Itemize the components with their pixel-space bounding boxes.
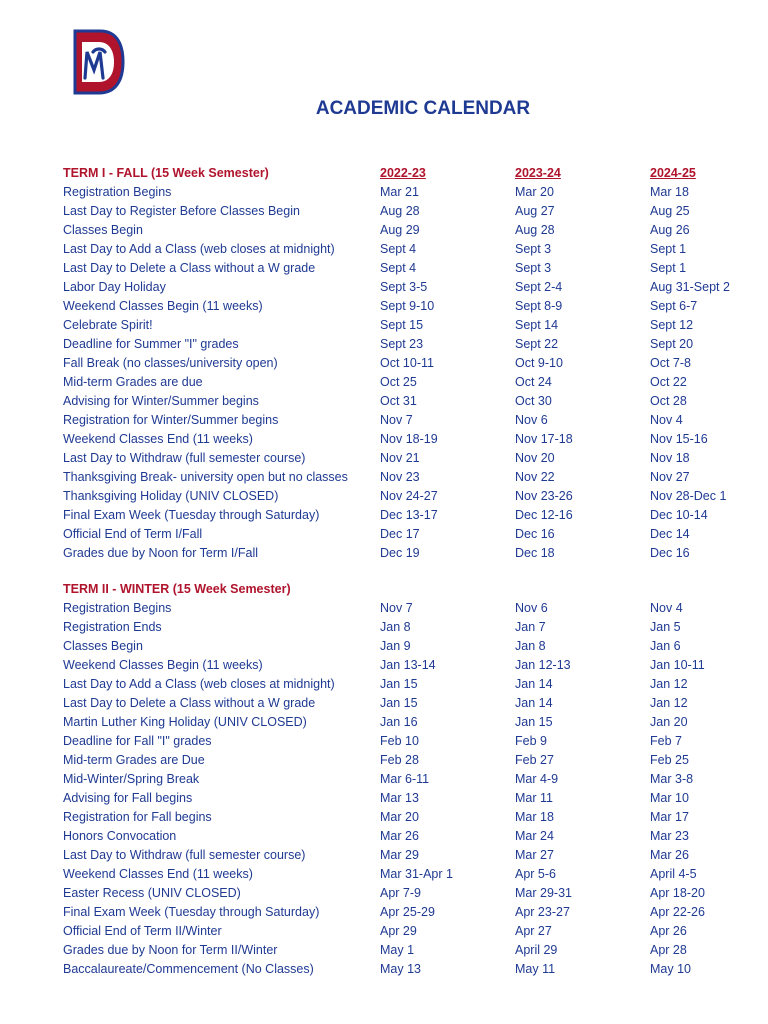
event-date: Jan 14: [515, 677, 553, 691]
event-name: Classes Begin: [63, 639, 143, 653]
event-date: Mar 17: [650, 810, 689, 824]
term-1-header-row: [0, 164, 768, 183]
event-name: Last Day to Add a Class (web closes at midnight): [63, 677, 335, 691]
event-date: Mar 20: [515, 185, 554, 199]
event-date: Aug 26: [650, 223, 690, 237]
event-name: Weekend Classes End (11 weeks): [63, 432, 253, 446]
event-name: Final Exam Week (Tuesday through Saturday): [63, 508, 320, 522]
event-date: Feb 10: [380, 734, 419, 748]
calendar-row: [0, 599, 768, 618]
event-date: May 1: [380, 943, 415, 957]
event-date: Oct 7-8: [650, 356, 691, 370]
year-header: 2023-24: [515, 166, 561, 180]
event-date: Sept 12: [650, 318, 694, 332]
event-date: Jan 9: [380, 639, 411, 653]
event-date: Nov 17-18: [515, 432, 573, 446]
event-date: Jan 5: [650, 620, 681, 634]
event-date: Sept 22: [515, 337, 559, 351]
event-date: Oct 31: [380, 394, 417, 408]
event-date: Sept 3-5: [380, 280, 428, 294]
event-date: Sept 6-7: [650, 299, 698, 313]
event-name: Mid-term Grades are due: [63, 375, 203, 389]
event-date: Jan 16: [380, 715, 418, 729]
event-date: Jan 6: [650, 639, 681, 653]
event-date: May 11: [515, 962, 556, 976]
event-date: Nov 15-16: [650, 432, 708, 446]
event-date: Mar 4-9: [515, 772, 559, 786]
event-date: Sept 1: [650, 261, 687, 275]
event-date: Mar 11: [515, 791, 553, 805]
event-name: Last Day to Delete a Class without a W grade: [63, 696, 316, 710]
event-name: Official End of Term I/Fall: [63, 527, 203, 541]
event-date: Mar 29-31: [515, 886, 572, 900]
calendar-row: [0, 846, 768, 865]
event-date: Jan 14: [515, 696, 553, 710]
term-1-heading: TERM I - FALL (15 Week Semester): [63, 166, 269, 180]
event-date: Nov 7: [380, 601, 413, 615]
event-date: Nov 18: [650, 451, 690, 465]
event-date: May 10: [650, 962, 691, 976]
event-name: Celebrate Spirit!: [63, 318, 153, 332]
event-name: Deadline for Fall "I" grades: [63, 734, 212, 748]
event-name: Mid-term Grades are Due: [63, 753, 205, 767]
event-date: Nov 4: [650, 601, 683, 615]
term-2-section: [0, 580, 768, 979]
event-date: Dec 12-16: [515, 508, 573, 522]
event-date: Apr 7-9: [380, 886, 421, 900]
event-date: Sept 2-4: [515, 280, 563, 294]
event-date: Mar 20: [380, 810, 419, 824]
calendar-row: [0, 411, 768, 430]
year-header: 2024-25: [650, 166, 696, 180]
event-date: Nov 6: [515, 413, 548, 427]
event-name: Martin Luther King Holiday (UNIV CLOSED): [63, 715, 307, 729]
event-date: Aug 28: [515, 223, 555, 237]
calendar-row: [0, 335, 768, 354]
event-date: Sept 9-10: [380, 299, 435, 313]
event-date: Apr 27: [515, 924, 552, 938]
event-date: Jan 15: [380, 677, 418, 691]
event-date: Dec 19: [380, 546, 420, 560]
calendar-row: [0, 903, 768, 922]
calendar-row: [0, 827, 768, 846]
event-date: Jan 15: [515, 715, 553, 729]
event-date: Jan 12: [650, 696, 688, 710]
event-date: Jan 8: [380, 620, 411, 634]
calendar-row: [0, 884, 768, 903]
event-name: Thanksgiving Holiday (UNIV CLOSED): [63, 489, 279, 503]
calendar-row: [0, 713, 768, 732]
event-date: Nov 21: [380, 451, 420, 465]
calendar-row: [0, 960, 768, 979]
event-name: Weekend Classes Begin (11 weeks): [63, 299, 263, 313]
event-date: Nov 24-27: [380, 489, 438, 503]
event-date: Oct 10-11: [380, 356, 434, 370]
event-date: Dec 10-14: [650, 508, 708, 522]
event-date: Nov 28-Dec 1: [650, 489, 727, 503]
event-name: Advising for Winter/Summer begins: [63, 394, 259, 408]
calendar-row: [0, 675, 768, 694]
term-1-section: [0, 164, 768, 563]
calendar-row: [0, 808, 768, 827]
event-date: Nov 23-26: [515, 489, 573, 503]
calendar-row: [0, 278, 768, 297]
event-name: Baccalaureate/Commencement (No Classes): [63, 962, 314, 976]
event-name: Registration for Fall begins: [63, 810, 212, 824]
event-name: Registration Begins: [63, 601, 172, 615]
event-name: Advising for Fall begins: [63, 791, 193, 805]
event-date: April 4-5: [650, 867, 697, 881]
event-date: Aug 31-Sept 2: [650, 280, 730, 294]
term-2-heading: TERM II - WINTER (15 Week Semester): [63, 582, 291, 596]
event-date: Oct 9-10: [515, 356, 563, 370]
event-date: Nov 4: [650, 413, 683, 427]
event-date: Feb 9: [515, 734, 547, 748]
page-title: ACADEMIC CALENDAR: [315, 98, 531, 119]
event-date: Mar 24: [515, 829, 554, 843]
calendar-row: [0, 221, 768, 240]
calendar-row: [0, 751, 768, 770]
event-date: Mar 6-11: [380, 772, 430, 786]
event-date: Sept 3: [515, 242, 552, 256]
event-date: Sept 14: [515, 318, 559, 332]
event-date: Sept 4: [380, 261, 417, 275]
event-date: Sept 1: [650, 242, 687, 256]
event-date: Apr 22-26: [650, 905, 705, 919]
event-date: Mar 27: [515, 848, 554, 862]
event-date: Sept 4: [380, 242, 417, 256]
event-date: Aug 29: [380, 223, 420, 237]
event-name: Mid-Winter/Spring Break: [63, 772, 200, 786]
event-date: Nov 20: [515, 451, 555, 465]
event-date: Mar 29: [380, 848, 419, 862]
event-date: Apr 28: [650, 943, 687, 957]
event-date: Apr 23-27: [515, 905, 570, 919]
event-name: Grades due by Noon for Term II/Winter: [63, 943, 278, 957]
event-name: Last Day to Add a Class (web closes at midnight): [63, 242, 335, 256]
event-date: Jan 12: [650, 677, 688, 691]
calendar-row: [0, 922, 768, 941]
event-date: Mar 18: [515, 810, 554, 824]
event-date: Mar 31-Apr 1: [380, 867, 453, 881]
event-name: Registration Begins: [63, 185, 172, 199]
event-date: Nov 7: [380, 413, 413, 427]
calendar-row: [0, 656, 768, 675]
event-date: Feb 25: [650, 753, 689, 767]
event-date: Dec 13-17: [380, 508, 438, 522]
event-name: Official End of Term II/Winter: [63, 924, 222, 938]
event-date: Feb 7: [650, 734, 682, 748]
calendar-row: [0, 202, 768, 221]
event-date: Jan 7: [515, 620, 546, 634]
event-name: Last Day to Delete a Class without a W grade: [63, 261, 316, 275]
event-date: Nov 23: [380, 470, 420, 484]
calendar-row: [0, 544, 768, 563]
calendar-row: [0, 240, 768, 259]
event-name: Final Exam Week (Tuesday through Saturday): [63, 905, 320, 919]
event-date: April 29: [515, 943, 558, 957]
event-date: Oct 30: [515, 394, 552, 408]
event-date: May 13: [380, 962, 421, 976]
event-name: Weekend Classes End (11 weeks): [63, 867, 253, 881]
event-date: Jan 8: [515, 639, 546, 653]
event-date: Aug 27: [515, 204, 555, 218]
event-date: Apr 25-29: [380, 905, 435, 919]
event-date: Oct 28: [650, 394, 687, 408]
calendar-row: [0, 941, 768, 960]
event-date: Sept 8-9: [515, 299, 563, 313]
calendar-row: [0, 392, 768, 411]
event-date: Sept 23: [380, 337, 424, 351]
event-name: Registration for Winter/Summer begins: [63, 413, 279, 427]
event-date: Jan 15: [380, 696, 418, 710]
event-name: Last Day to Register Before Classes Begin: [63, 204, 300, 218]
event-date: Nov 27: [650, 470, 690, 484]
calendar-row: [0, 789, 768, 808]
event-date: Mar 21: [380, 185, 419, 199]
event-name: Weekend Classes Begin (11 weeks): [63, 658, 263, 672]
event-name: Grades due by Noon for Term I/Fall: [63, 546, 258, 560]
event-name: Classes Begin: [63, 223, 143, 237]
event-date: Nov 18-19: [380, 432, 438, 446]
event-date: Oct 25: [380, 375, 417, 389]
calendar-row: [0, 468, 768, 487]
calendar-row: [0, 373, 768, 392]
event-name: Deadline for Summer "I" grades: [63, 337, 239, 351]
calendar-row: [0, 770, 768, 789]
event-date: Jan 20: [650, 715, 688, 729]
calendar-row: [0, 316, 768, 335]
event-date: Dec 16: [515, 527, 555, 541]
event-date: Mar 3-8: [650, 772, 694, 786]
event-date: Feb 28: [380, 753, 419, 767]
event-date: Apr 18-20: [650, 886, 705, 900]
event-date: Jan 10-11: [650, 658, 705, 672]
event-name: Honors Convocation: [63, 829, 177, 843]
event-date: Nov 22: [515, 470, 555, 484]
event-date: Oct 22: [650, 375, 687, 389]
calendar-row: [0, 354, 768, 373]
calendar-row: [0, 732, 768, 751]
event-name: Registration Ends: [63, 620, 162, 634]
event-date: Dec 14: [650, 527, 690, 541]
event-date: Sept 3: [515, 261, 552, 275]
calendar-row: [0, 618, 768, 637]
event-name: Last Day to Withdraw (full semester course): [63, 451, 306, 465]
term-2-header-row: [0, 580, 768, 599]
calendar-row: [0, 449, 768, 468]
event-date: Oct 24: [515, 375, 552, 389]
event-date: Sept 20: [650, 337, 694, 351]
event-date: Dec 18: [515, 546, 555, 560]
event-date: Mar 26: [380, 829, 419, 843]
event-name: Easter Recess (UNIV CLOSED): [63, 886, 241, 900]
calendar-row: [0, 694, 768, 713]
event-date: Mar 23: [650, 829, 689, 843]
calendar-row: [0, 525, 768, 544]
calendar-row: [0, 865, 768, 884]
event-date: Aug 25: [650, 204, 690, 218]
event-date: Mar 10: [650, 791, 689, 805]
event-date: Feb 27: [515, 753, 554, 767]
year-header: 2022-23: [380, 166, 426, 180]
event-name: Labor Day Holiday: [63, 280, 166, 294]
calendar-row: [0, 297, 768, 316]
calendar-row: [0, 430, 768, 449]
event-date: Dec 16: [650, 546, 690, 560]
event-name: Thanksgiving Break- university open but no classes: [63, 470, 348, 484]
event-date: Jan 13-14: [380, 658, 436, 672]
event-date: Nov 6: [515, 601, 548, 615]
event-date: Sept 15: [380, 318, 424, 332]
event-date: Mar 13: [380, 791, 419, 805]
event-name: Fall Break (no classes/university open): [63, 356, 278, 370]
event-date: Jan 12-13: [515, 658, 571, 672]
event-date: Mar 26: [650, 848, 689, 862]
event-date: Apr 29: [380, 924, 417, 938]
calendar-row: [0, 487, 768, 506]
calendar-row: [0, 259, 768, 278]
event-date: Dec 17: [380, 527, 420, 541]
calendar-row: [0, 637, 768, 656]
event-name: Last Day to Withdraw (full semester course): [63, 848, 306, 862]
event-date: Mar 18: [650, 185, 689, 199]
university-logo: [72, 28, 126, 96]
calendar-row: [0, 183, 768, 202]
calendar-row: [0, 506, 768, 525]
event-date: Aug 28: [380, 204, 420, 218]
event-date: Apr 5-6: [515, 867, 556, 881]
event-date: Apr 26: [650, 924, 687, 938]
